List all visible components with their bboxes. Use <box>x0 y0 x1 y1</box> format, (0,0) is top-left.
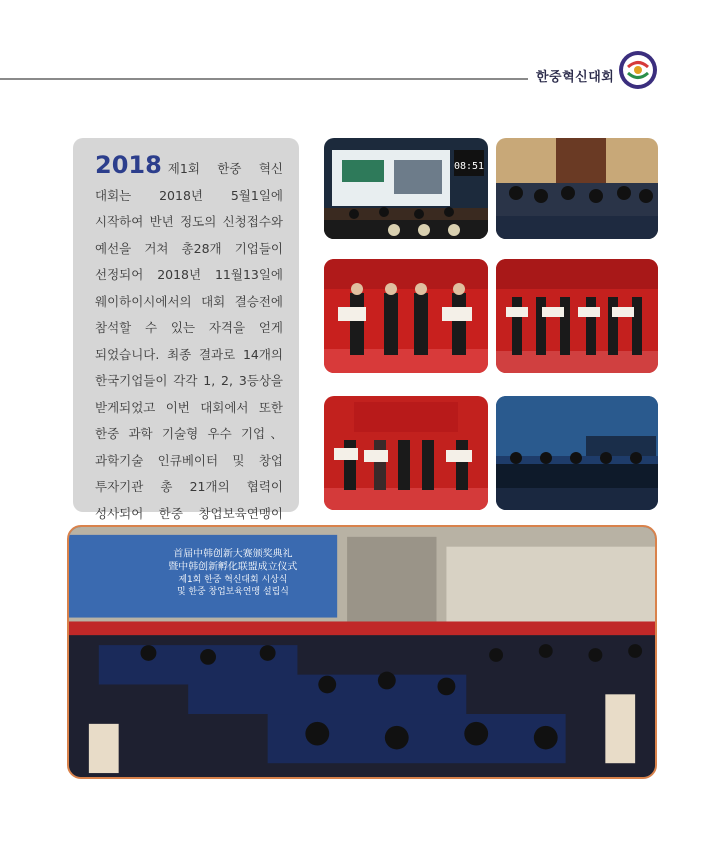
photo-award-group-1 <box>324 259 488 373</box>
banner-line-2: 暨中韩创新孵化联盟成立仪式 <box>168 561 298 573</box>
stage-clock-text: 08:51 <box>453 161 485 172</box>
photo-audience-room <box>496 138 658 239</box>
banner-line-4: 및 한중 창업보육연맹 설립식 <box>176 586 289 597</box>
photo-signing-ceremony <box>496 396 658 510</box>
intro-text: 제1회 한중 혁신 대회는 2018년 5월1일에 시작하여 반년 정도의 신청접수와 예선을 거쳐 총28개 기업들이 선정되어 2018년 11월13일에 웨이하이시에서의 대회 결승전에 참석할 수 있는 자격을 얻게 되었습니다. 최종 결과로 14개의 한국기업들이 각각 1, 2, 3등상을 받게되었고 이번 대회에서 또한 한중 과학 기술형 우수 기업、과학기술 인큐베이터 및 창업 투자기관 총 21개의 협력이 성사되어 한중 창업보육연맹이 <box>95 161 283 521</box>
intro-year: 2018 <box>95 151 162 179</box>
header-rule <box>0 78 528 80</box>
photo-main-hall <box>67 525 657 779</box>
page-header-title: 한중혁신대회 <box>536 70 615 85</box>
intro-paragraph <box>95 152 283 554</box>
photo-award-group-3 <box>324 396 488 510</box>
banner-line-1: 首届中韩创新大赛颁奖典礼 <box>173 548 293 560</box>
event-logo <box>618 50 658 90</box>
photo-stage-screen <box>324 138 488 239</box>
photo-award-group-2 <box>496 259 658 373</box>
banner-line-3: 제1회 한중 혁신대회 시상식 <box>178 575 288 586</box>
intro-text-panel <box>73 138 299 521</box>
